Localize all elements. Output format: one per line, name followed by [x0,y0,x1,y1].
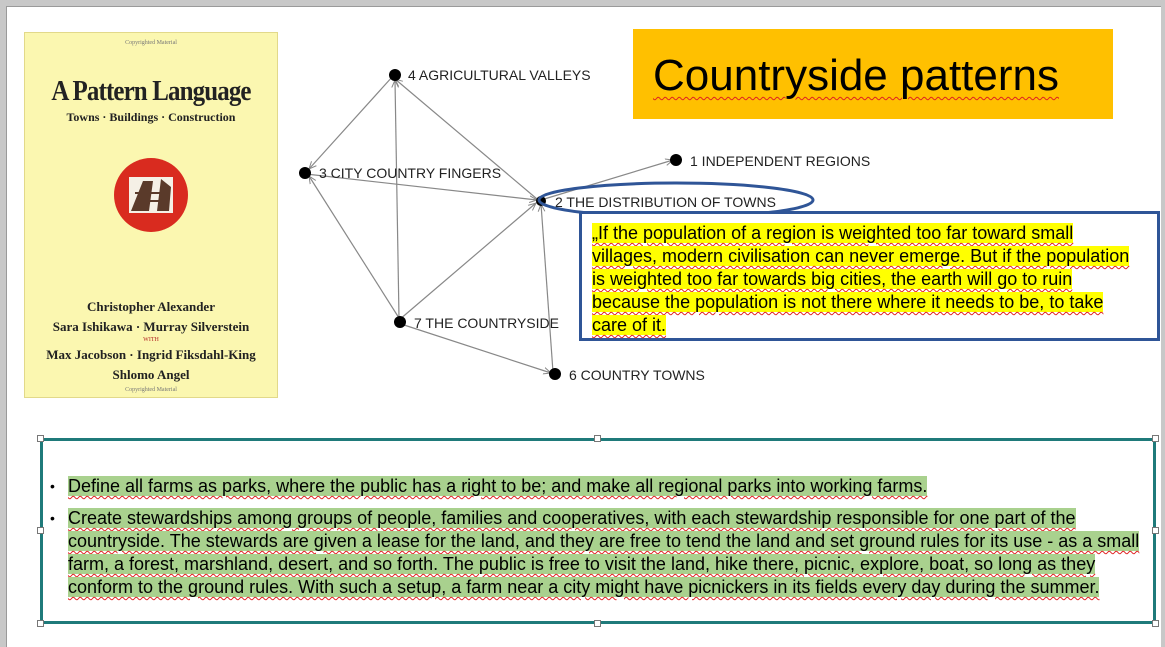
book-author-line: Max Jacobson · Ingrid Fiksdahl-King [46,347,256,362]
resize-handle-right[interactable] [1152,527,1159,534]
book-with-label: WITH [143,337,159,343]
node-label-country-towns: 6 COUNTRY TOWNS [569,367,705,383]
bullet-text: Define all farms as parks, where the public has a right to be; and make all regional parks into working farms. [68,476,928,496]
bullet-text: Create stewardships among groups of people, families and cooperatives, with each stewardship responsible for one part of the countryside. The stewards are given a lease for the land, and they are free to tend the land and set ground rules for its use - as a small farm, a forest, marshland, desert, and so forth. The public is free to visit the land, hike there, picnic, explore, boat, so long as they conform to the ground rules. With such a setup, a farm near a city might have picnickers in its fields every day during the summer. [68,508,1140,597]
book-author-line: Sara Ishikawa · Murray Silverstein [52,318,250,334]
graph-edge [401,324,551,373]
node-label-independent-regions: 1 INDEPENDENT REGIONS [690,153,871,169]
graph-node [299,167,311,179]
bullet-item [47,475,1155,498]
quote-text [592,222,1142,337]
resize-handle-top[interactable] [594,435,601,442]
book-copyright: Copyrighted Material [125,40,177,46]
resize-handle-bottom-right[interactable] [1152,620,1159,627]
resize-handle-bottom[interactable] [594,620,601,627]
book-subtitle: Towns · Buildings · Construction [66,110,236,124]
book-author-line: Shlomo Angel [112,366,190,382]
book-title: A Pattern Language [51,75,251,107]
slide-title: Countryside patterns [653,51,1059,100]
book-author-line: Christopher Alexander [87,299,215,314]
graph-edge [309,76,393,169]
node-label-agricultural-valleys: 4 AGRICULTURAL VALLEYS [408,67,591,83]
node-label-countryside: 7 THE COUNTRYSIDE [414,315,559,331]
resize-handle-left[interactable] [37,527,44,534]
graph-edge [395,80,399,318]
resize-handle-top-right[interactable] [1152,435,1159,442]
graph-node [670,154,682,166]
quote-highlighted-text: „If the population of a region is weighted too far toward small villages, modern civilisation can never emerge. But if the population is weighted too far towards big cities, the earth will go to ruin because the population is not there where it needs to be, to take care of it. [592,223,1130,335]
bullet-text-box[interactable] [40,438,1156,624]
book-copyright-bottom: Copyrighted Material [125,387,177,393]
bullet-item [47,507,1155,599]
graph-node [389,69,401,81]
quote-text-box[interactable] [579,211,1160,341]
graph-edge [541,204,553,372]
graph-edge [399,203,536,320]
node-label-city-country-fingers: 3 CITY COUNTRY FINGERS [319,165,502,181]
bullet-list [47,475,1155,608]
node-label-distribution-of-towns: 2 THE DISTRIBUTION OF TOWNS [555,194,776,210]
graph-node [549,368,561,380]
graph-edge [395,79,537,199]
resize-handle-bottom-left[interactable] [37,620,44,627]
graph-edge [309,176,399,318]
resize-handle-top-left[interactable] [37,435,44,442]
graph-node [394,316,406,328]
